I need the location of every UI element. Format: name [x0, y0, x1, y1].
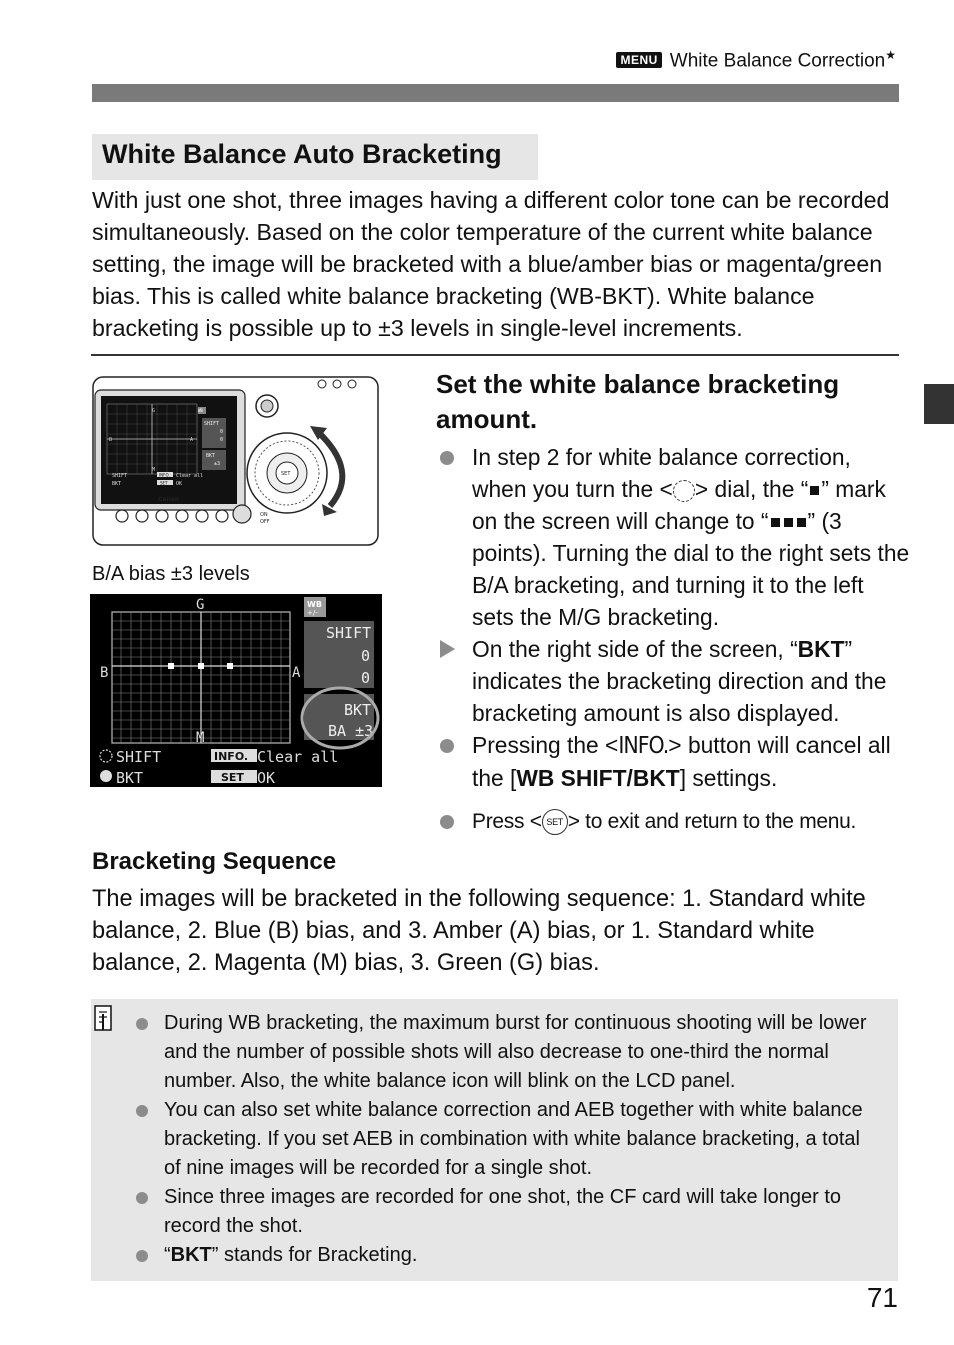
note-icon	[93, 1004, 113, 1032]
notes-list	[136, 1009, 876, 1270]
cam-brand: Canon	[158, 496, 180, 503]
list-item	[440, 441, 910, 633]
lcd-wb-badge: WB	[307, 600, 322, 609]
figure-caption: B/A bias ±3 levels	[92, 563, 250, 585]
list-item	[136, 1183, 876, 1241]
cam-on-label: ON	[260, 512, 268, 518]
quick-control-dial-icon	[673, 480, 695, 502]
bullet-icon	[440, 451, 454, 465]
bullet-text: ” (3 points). Turning the dial to the right sets the B/A bracketing, and turning it to the left sets the M/G bracketing.	[472, 508, 910, 630]
cam-zero-label: 0	[220, 437, 224, 443]
note-text: You can also set white balance correction and AEB together with white balance bracketing. If you set AEB in combination with white balance bracketing, a total of nine images will be recorded for a single shot.	[164, 1099, 863, 1179]
list-item	[136, 1241, 876, 1270]
bullet-text: Pressing the <	[472, 732, 619, 758]
list-item	[440, 729, 910, 794]
bullet-icon	[440, 815, 454, 829]
cam-ok-label: OK	[176, 481, 183, 487]
lcd-shift-label: SHIFT	[326, 624, 372, 642]
step-title: Set the white balance bracketing amount.	[436, 369, 840, 434]
lcd-b-label: B	[100, 665, 109, 681]
lcd-bkt-label: BKT	[344, 701, 372, 719]
star-icon: ★	[885, 48, 896, 62]
page-header	[616, 48, 896, 72]
arrow-bullet-icon	[440, 640, 455, 658]
cam-b-label: B	[109, 437, 113, 443]
cam-info-label: INFO.	[159, 472, 170, 478]
section-title: White Balance Auto Bracketing	[92, 134, 538, 180]
info-button-icon: INFO.	[618, 733, 669, 759]
lcd-clear-label: Clear all	[257, 748, 339, 766]
lcd-screen-illustration	[90, 594, 382, 787]
list-item	[136, 1009, 876, 1096]
sequence-body: The images will be bracketed in the following sequence: 1. Standard white balance, 2. Blue (B) bias, and 3. Amber (A) bias, or 1. Standard white balance, 2. Magenta (M) bias, 3. Green (G) bias.	[92, 886, 866, 976]
bullet-icon	[136, 1018, 148, 1030]
lcd-zero-2: 0	[361, 669, 371, 687]
bullet-icon	[136, 1250, 148, 1262]
cam-pm3-label: ±3	[214, 461, 221, 467]
header-bar	[92, 84, 899, 102]
cam-m-label: M	[152, 467, 156, 473]
wb-shift-bkt-term: WB SHIFT/BKT	[516, 765, 680, 791]
point-mark-icon	[784, 518, 793, 527]
bkt-term: BKT	[170, 1244, 212, 1266]
bullet-text: > to exit and return to the menu.	[567, 810, 857, 833]
bullet-icon	[136, 1105, 148, 1117]
intro-paragraph: With just one shot, three images having a different color tone can be recorded simultaneously. Based on the color temperature of the current white balance setting, the image will be bracketed with a blue/amber bias or magenta/green bias. This is called white balance bracketing (WB-BKT). White balance bracketing is possible up to ±3 levels in single-level increments.	[92, 187, 890, 341]
bullet-text: > button will cancel all the [	[472, 732, 891, 791]
bullet-text: > dial, the “	[694, 476, 809, 502]
header-title	[670, 48, 896, 72]
bkt-term: BKT	[797, 636, 845, 662]
camera-back-illustration	[92, 376, 379, 546]
cam-shift-row: SHIFT	[112, 473, 128, 479]
cam-bkt-label: BKT	[206, 453, 216, 459]
step-bullets	[440, 441, 910, 838]
cam-a-label: A	[190, 437, 194, 443]
list-item	[136, 1096, 876, 1183]
header-title-text: White Balance Correction	[669, 50, 886, 72]
note-text: “	[164, 1244, 171, 1266]
point-mark-icon	[797, 518, 806, 527]
bullet-text: In step 2 for white balance correction, when you turn the <	[472, 444, 851, 502]
list-item	[440, 633, 910, 729]
cam-g-label: G	[152, 408, 156, 414]
divider	[91, 354, 899, 356]
bullet-text: On the right side of the screen, “	[472, 636, 798, 662]
point-mark-icon	[771, 518, 780, 527]
cam-bkt-row: BKT	[112, 481, 122, 487]
note-text: Since three images are recorded for one shot, the CF card will take longer to record the shot.	[164, 1186, 842, 1237]
bullet-text: Press <	[472, 810, 542, 833]
cam-zero-label: 0	[220, 429, 224, 435]
lcd-set-badge: SET	[221, 771, 244, 784]
lcd-g-label: G	[196, 597, 205, 613]
bullet-text: ] settings.	[679, 765, 778, 791]
lcd-bkt-row: BKT	[116, 769, 144, 787]
lcd-shift-row: SHIFT	[116, 748, 162, 766]
main-dial-icon	[100, 770, 112, 782]
chapter-tab	[924, 384, 954, 424]
bullet-icon	[440, 739, 454, 753]
point-mark-icon	[810, 486, 819, 495]
set-button-icon: SET	[542, 809, 568, 835]
lcd-a-label: A	[292, 665, 301, 681]
menu-icon: MENU	[616, 52, 661, 68]
note-text: During WB bracketing, the maximum burst for continuous shooting will be lower and the number of possible shots will also decrease to one-third the normal number. Also, the white balance icon will blink on the LCD panel.	[164, 1012, 867, 1092]
note-text: ” stands for Bracketing.	[211, 1244, 418, 1266]
page-number: 71	[866, 1282, 898, 1313]
sequence-title: Bracketing Sequence	[92, 848, 337, 875]
bullet-text: ” mark on the screen will change to “	[472, 476, 886, 534]
cam-clear-label: Clear all	[176, 473, 204, 479]
cam-set-button: SET	[281, 471, 291, 477]
lcd-m-label: M	[196, 730, 205, 746]
cam-set-label: SET	[160, 480, 168, 486]
lcd-zero-1: 0	[361, 647, 371, 665]
list-item	[440, 806, 910, 838]
cam-off-label: OFF	[260, 519, 270, 525]
bullet-text: ” indicates the bracketing direction and the bracketing amount is also displayed.	[472, 636, 887, 726]
lcd-info-badge: INFO.	[214, 750, 249, 763]
lcd-ok-label: OK	[257, 769, 276, 787]
cam-shift-label: SHIFT	[204, 421, 220, 427]
bullet-icon	[136, 1192, 148, 1204]
lcd-ba-value: BA ±3	[328, 722, 374, 740]
lcd-wb-sub: +/-	[307, 609, 318, 617]
cam-wb-label: WB	[198, 408, 203, 413]
